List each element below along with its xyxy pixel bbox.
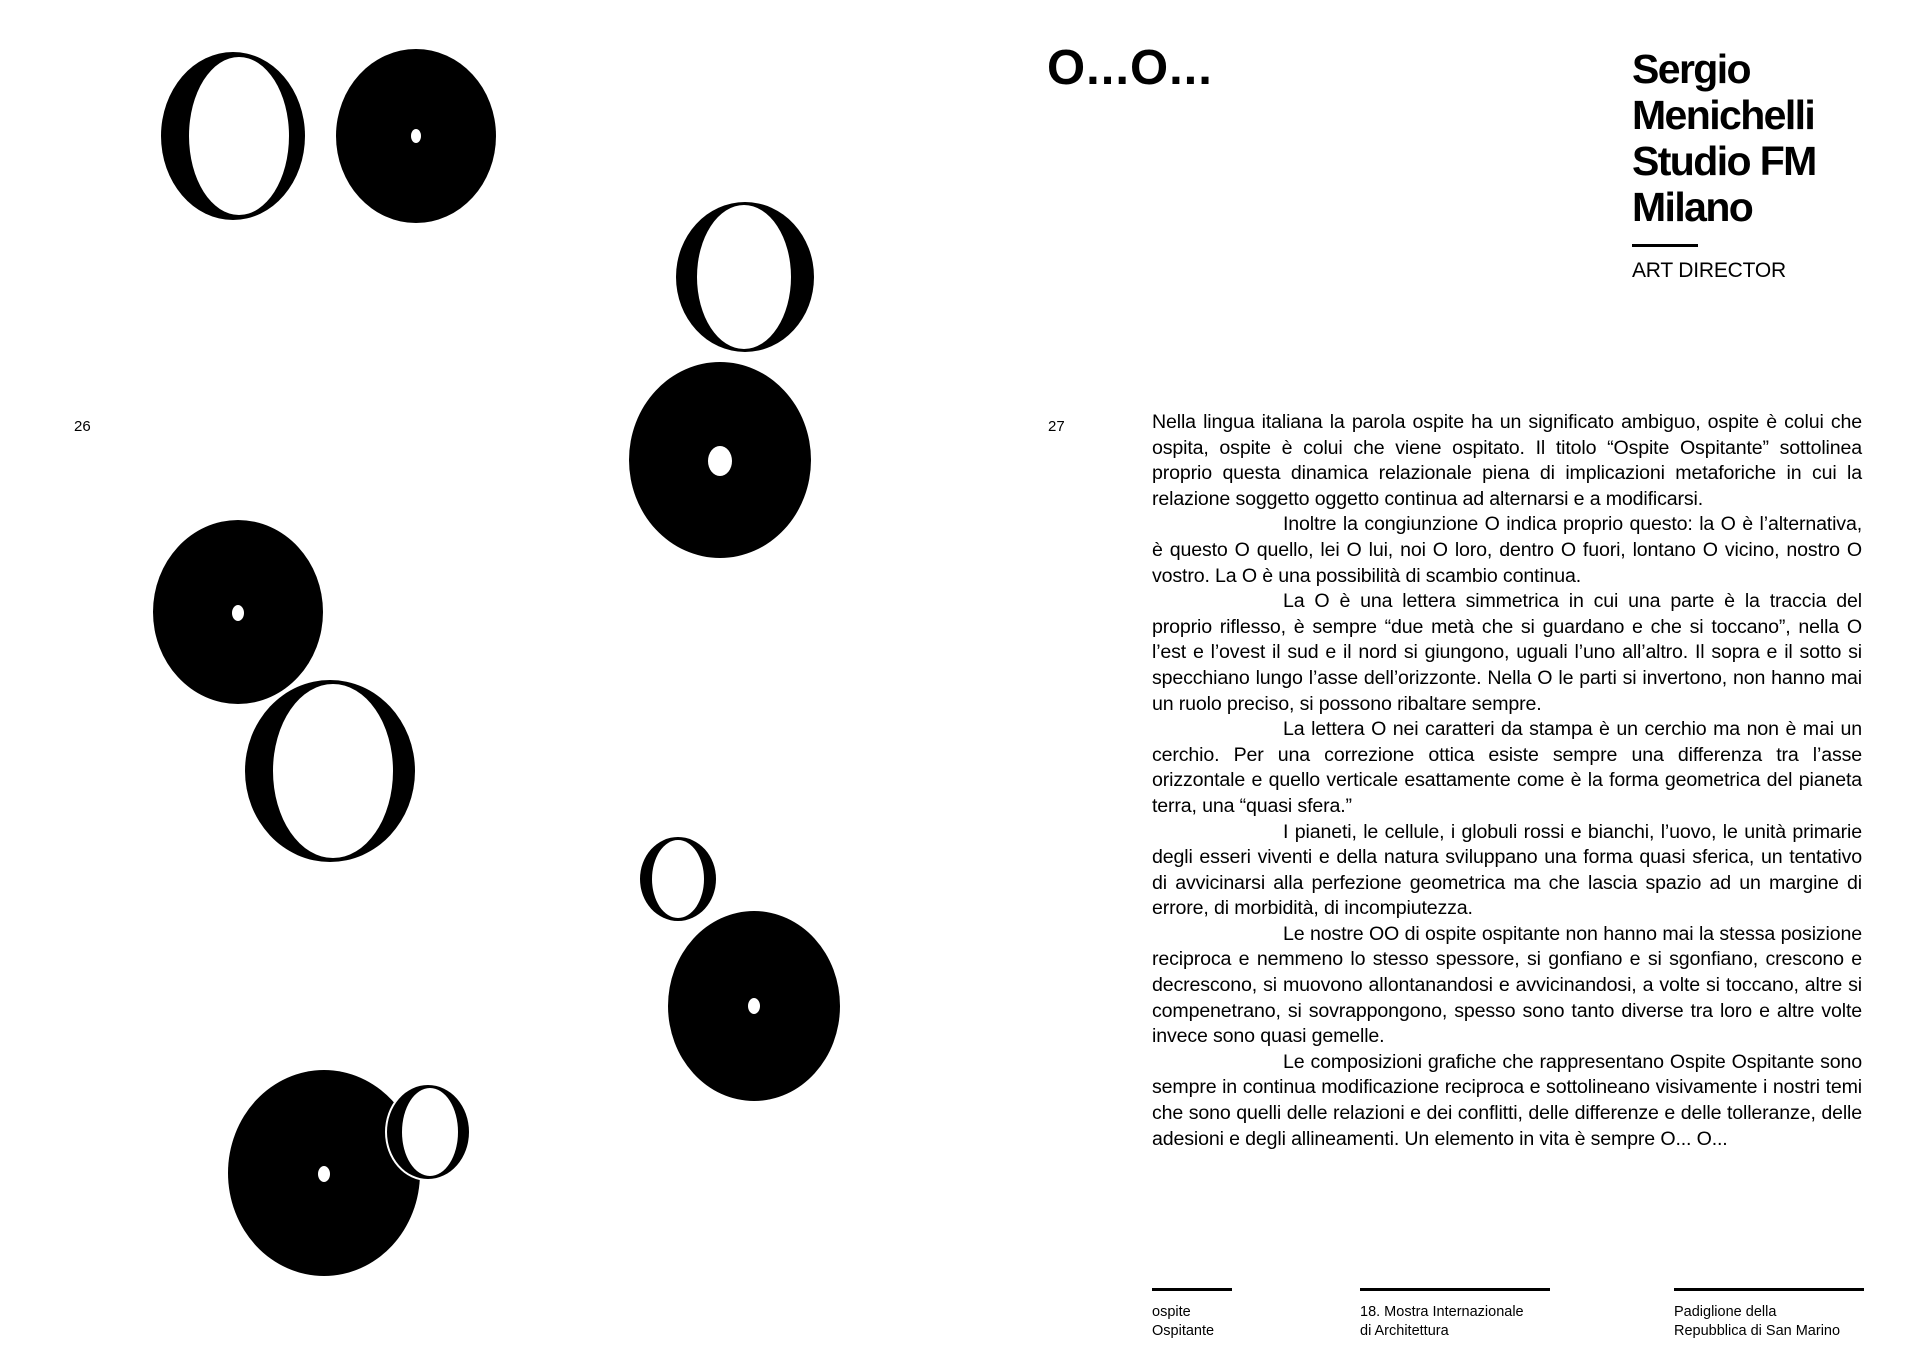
footer-rule	[1674, 1288, 1864, 1291]
footer-text: di Architettura	[1360, 1323, 1449, 1339]
footer-column-project	[1152, 1288, 1232, 1341]
footer-rule	[1360, 1288, 1550, 1291]
oo-pair-middle-left	[153, 520, 415, 862]
author-name-line: Sergio	[1632, 46, 1750, 92]
footer-text: 18. Mostra Internazionale	[1360, 1304, 1524, 1320]
author-divider	[1632, 244, 1698, 247]
footer-rule	[1152, 1288, 1232, 1291]
footer-text: Repubblica di San Marino	[1674, 1323, 1841, 1339]
body-paragraph: La lettera O nei caratteri da stampa è un cerchio ma non è mai un cerchio. Per una correzione ottica esiste sempre una differenza tra l’asse orizzontale e quello verticale esattamente come è la forma geometrica del pianeta terra, una “quasi sfera.”	[1152, 718, 1862, 817]
body-paragraph: Le nostre OO di ospite ospitante non hanno mai la stessa posizione reciproca e nemmeno lo stesso spessore, si gonfiano e si sgonfiano, crescono e decrescono, si muovono allontanandosi e avvicinandosi, a volte si toccano, altre si compenetrano, si sovrappongono, spesso sono tanto diverse tra loro e altre volte invece sono quasi gemelle.	[1152, 922, 1862, 1048]
page-number-right: 27	[1048, 418, 1065, 435]
outline-o-letter	[676, 202, 814, 352]
author-name-line: Menichelli	[1632, 92, 1815, 138]
solid-o-letter	[668, 911, 840, 1101]
body-paragraph: Inoltre la congiunzione O indica proprio questo: la O è l’alternativa, è questo O quello, lei O lui, noi O loro, dentro O fuori, lontano O vicino, nostro O vostro. La O è una possibilità di scambio continua.	[1152, 513, 1862, 587]
outline-o-letter	[161, 52, 305, 220]
footer-text: Ospitante	[1152, 1323, 1215, 1339]
oo-pair-top	[161, 49, 496, 223]
footer-text: ospite	[1152, 1304, 1191, 1320]
author-studio-line: Studio FM	[1632, 138, 1816, 184]
body-paragraph: La O è una lettera simmetrica in cui una parte è la traccia del proprio riflesso, è sempre “due metà che si guardano e che si toccano”, nella O l’est e l’ovest il sud e il nord si giungono, uguali l’uno all’altro. Il sopra e il sotto si specchiano lungo l’asse dell’orizzonte. Nella O le parti si invertono, non hanno mai un ruolo preciso, si possono ribaltare sempre.	[1152, 590, 1862, 715]
solid-o-letter	[336, 49, 496, 223]
footer-column-exhibition	[1360, 1288, 1550, 1341]
body-paragraph: Nella lingua italiana la parola ospite ha un significato ambiguo, ospite è colui che ospita, ospite è colui che viene ospitato. Il titolo “Ospite Ospitante” sottolinea proprio questa dinamica relazionale piena di implicazioni metaforiche in cui la relazione soggetto oggetto continua ad alternarsi e a modificarsi.	[1152, 411, 1862, 510]
page-number-left: 26	[74, 418, 91, 435]
outline-o-letter	[245, 680, 415, 862]
body-paragraph: Le composizioni grafiche che rappresentano Ospite Ospitante sono sempre in continua modificazione reciproca e sottolineano visivamente i nostri temi che sono quelli delle relazioni e dei conflitti, delle differenze e delle tolleranze, delle adesioni e degli allineamenti. Un elemento in vita è sempre O... O...	[1152, 1050, 1862, 1150]
article-title: O...O...	[1047, 41, 1213, 95]
article-body	[1152, 410, 1862, 1152]
outline-o-letter	[640, 837, 716, 921]
right-page	[960, 0, 1920, 1362]
oo-pair-upper-right	[629, 202, 814, 558]
author-block	[1632, 46, 1882, 283]
body-paragraph: I pianeti, le cellule, i globuli rossi e bianchi, l’uovo, le unità primarie degli esseri viventi e della natura sviluppano una forma quasi sferica, un tentativo di avvicinarsi alla perfezione geometrica ma che lascia spazio ad un margine di errore, di morbidità, di incompiutezza.	[1152, 820, 1862, 920]
footer-text: Padiglione della	[1674, 1304, 1777, 1320]
author-city-line: Milano	[1632, 184, 1753, 230]
solid-o-letter	[228, 1070, 420, 1276]
solid-o-letter	[629, 362, 811, 558]
solid-o-letter	[153, 520, 323, 704]
author-role: ART DIRECTOR	[1632, 259, 1786, 282]
footer-column-pavilion	[1674, 1288, 1864, 1341]
oo-pair-lower-right	[640, 837, 840, 1101]
oo-pair-bottom	[228, 1070, 471, 1276]
outline-o-letter	[385, 1083, 471, 1181]
